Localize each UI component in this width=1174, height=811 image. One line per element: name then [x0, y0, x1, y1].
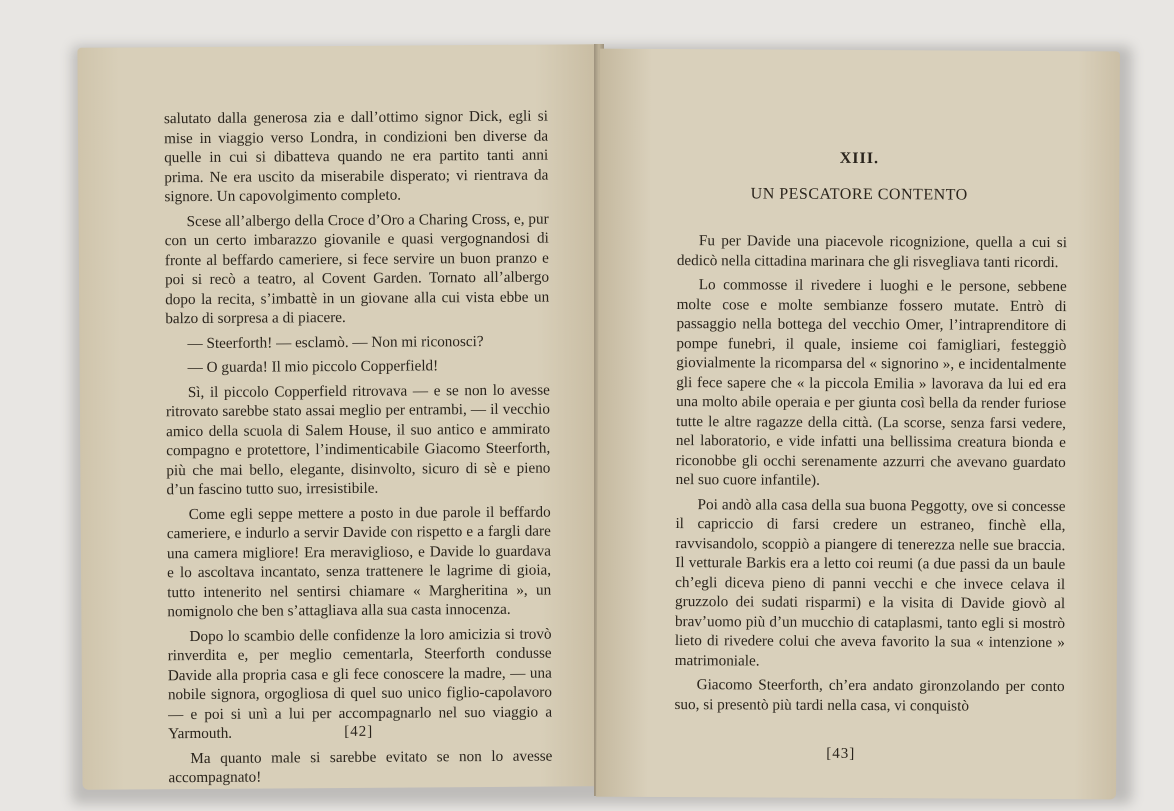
paragraph: Giacomo Steerforth, ch’era andato gironzolando per conto suo, si presentò più tardi nella casa, vi conquistò: [674, 676, 1065, 715]
paragraph: Fu per Davide una piacevole ricognizione, quella a cui si dedicò nella cittadina marinara che gli risvegliava tanti ricordi.: [676, 232, 1067, 271]
paragraph: Come egli seppe mettere a posto in due parole il beffardo cameriere, e indurlo a servir Davide con rispetto e a fargli dare una camera migliore! Era meraviglioso, e Davide lo guardava e lo ascoltava incantato, senza trattenere le lagrime di gioia, tutto intenerito nel sentirsi chiamare « Margheritina », un nomignolo che ben s’attagliava alla sua casta innocenza.: [166, 503, 552, 621]
left-page-text: [164, 107, 553, 793]
paragraph: Scese all’albergo della Croce d’Oro a Charing Cross, e, pur con un certo imbarazzo giovanile e quasi vergognandosi di fronte al beffardo cameriere, si fece servire un buon pranzo e poi si recò a teatro, al Covent Garden. Tornato all’albergo dopo la recita, s’imbattè in un giovane alla cui vista ebbe un balzo di sorpresa a di piacere.: [164, 210, 550, 328]
chapter-number: XIII.: [839, 149, 880, 168]
page-number: [42]: [344, 723, 374, 740]
left-page: [77, 44, 602, 790]
right-page-text: [674, 231, 1067, 721]
paragraph: Sì, il piccolo Copperfield ritrovava — e se non lo avesse ritrovato sarebbe stato assai meglio per entrambi, — il vecchio amico della scuola di Salem House, il suo antico e ammirato compagno e protettore, l’indimenticabile Giacomo Steerforth, più che mai bello, elegante, disinvolto, sicuro di sè e pieno d’un fascino tutto suo, irresistibile.: [165, 381, 551, 499]
paragraph: Poi andò alla casa della sua buona Peggotty, ove si concesse il capriccio di farsi credere un estraneo, finchè ella, ravvisandolo, scoppiò a piangere di tenerezza nelle sue braccia. Il vetturale Barkis era a letto coi reumi (a due passi da un baule ch’egli diceva pieno di panni vecchi e che invece celava il gruzzolo dei sudati risparmi) e la visita di Davide giovò al brav’uomo più d’un mucchio di cataplasmi, tanto egli si mostrò lieto di rivedere colui che aveva favorito la sua « intenzione » matrimoniale.: [674, 495, 1066, 669]
page-number: [43]: [826, 745, 856, 762]
paragraph: — Steerforth! — esclamò. — Non mi riconosci?: [187, 332, 484, 352]
chapter-title: UN PESCATORE CONTENTO: [750, 185, 968, 204]
paragraph: salutato dalla generosa zia e dall’ottimo signor Dick, egli si mise in viaggio verso Londra, in condizioni ben diverse da quelle in cui si dibatteva quando ne era partito tanti anni prima. Ne era uscito da miserabile disperato; vi rientrava da signore. Un capovolgimento completo.: [163, 107, 549, 206]
right-page: [596, 49, 1120, 800]
paragraph: Lo commosse il rivedere i luoghi e le persone, sebbene molte cose e molte sembianze fossero mutate. Entrò di passaggio nella bottega del vecchio Omer, l’intraprenditore di pompe funebri, il quale, insieme coi famigliari, festeggiò giovialmente la ricomparsa del « signorino », e incidentalmente gli fece sapere che « la piccola Emilia » lavorava da lui ed era una molto abile operaia e per giunta così bella da render furiose tutte le altre ragazze della città. (La scorse, senza farsi vedere, nel laboratorio, e vide infatti una bellissima creatura bionda e riconobbe gli occhi serenamente azzurri che avevano guardato nel suo cuore infantile).: [675, 276, 1067, 489]
paragraph: Ma quanto male si sarebbe evitato se non lo avesse accompagnato!: [168, 747, 553, 787]
paragraph: Dopo lo scambio delle confidenze la loro amicizia si trovò rinverdita e, per meglio cementarla, Steerforth condusse Davide alla propria casa e gli fece conoscere la madre, — una nobile signora, orgogliosa di quel suo unico figlio-capolavoro — e poi si unì a lui per accompagnarlo nel suo viaggio a Yarmouth.: [167, 625, 553, 743]
paragraph: — O guarda! Il mio piccolo Copperfield!: [187, 357, 439, 377]
